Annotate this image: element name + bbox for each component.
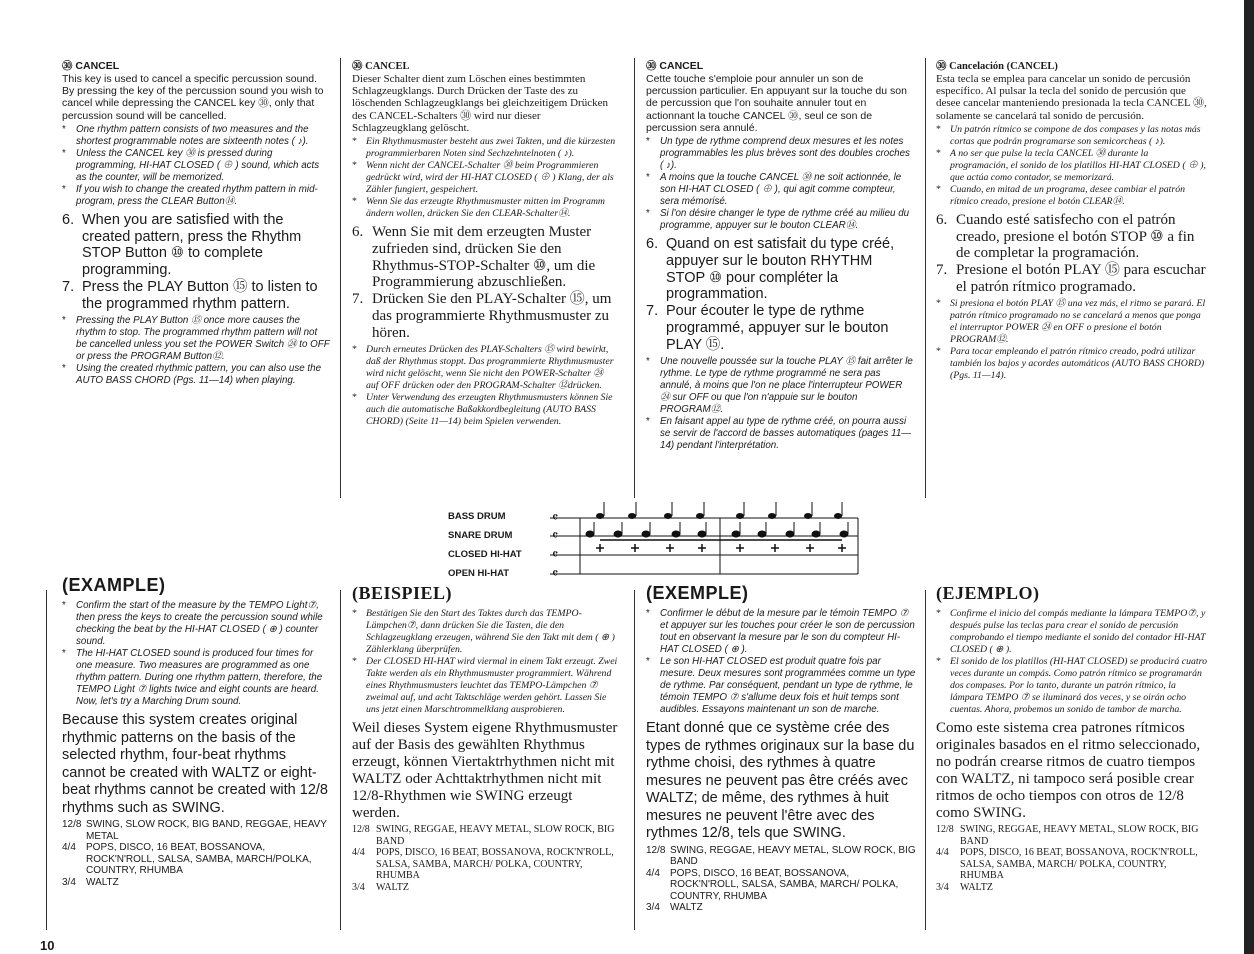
note-item: * Durch erneutes Drücken des PLAY-Schalters ⑮ wird bewirkt, daß der Rhythmus stoppt. Das programmierte Rhythmusmuster wird nicht gelöscht, wenn Sie nicht den POWER-Schalter ㉔ auf OFF drücken oder den PROGRAM-Schalter ⑫drücken. (352, 344, 618, 392)
rhythm-item (62, 819, 330, 842)
note-item: * Si presiona el botón PLAY ⑮ una vez más, el ritmo se parará. El patrón rítmico programado no se cancelará a menos que ponga el interruptor POWER ㉔ en OFF o presione el botón PROGRAM⑫. (936, 298, 1208, 346)
spanish-column (936, 58, 1208, 386)
example-body: Because this system creates original rhythmic patterns on the basis of the selected rhythm, four-beat rhythms cannot be created with WALTZ or eight-beat rhythms cannot be created with 12/8 rhythms such as SWING. (62, 712, 328, 816)
steps-list (62, 212, 330, 313)
note-item: * Une nouvelle poussée sur la touche PLAY ⑮ fait arrêter le rythme. Le type de rythme programmé ne sera pas annulé, à moins que l'on ne place l'interrupteur POWER ㉔ sur OFF ou que l'on n'appuie sur le bouton PROGRAM⑫. (646, 356, 914, 416)
french-column (646, 58, 914, 456)
example-body: Etant donné que ce système crée des types de rythmes originaux sur la base du rythme choisi, des rythmes à quatre mesures ne peuvent pas être créés avec WALTZ; de même, des rythmes à huit mesures ne peuvent l'être avec des rythmes 12/8, tels que SWING. (646, 720, 915, 841)
example-french (646, 583, 916, 914)
notes-list-2 (352, 344, 618, 428)
notes-list-2 (936, 298, 1208, 382)
steps-list (646, 236, 914, 354)
divider-2 (634, 58, 635, 498)
step-text: When you are satisfied with the created pattern, press the Rhythm STOP Button ⑩ to complete programming. (82, 211, 302, 279)
steps-list (936, 212, 1208, 296)
meter: 3/4 (352, 881, 365, 893)
meter: 4/4 (352, 847, 365, 858)
step-text: Presione el botón PLAY ⑮ para escuchar el patrón rítmico programado. (956, 262, 1206, 295)
step-item (62, 279, 330, 313)
example-heading: (EXEMPLE) (646, 583, 749, 603)
note-item: * Unter Verwendung des erzeugten Rhythmusmusters können Sie auch die automatische Baßakkordbegleitung (AUTO BASS CHORD) (Seite 11—14) beim Spielen verwenden. (352, 392, 618, 428)
divider-4 (340, 590, 341, 930)
step-number: 6. (646, 236, 659, 253)
example-notes (646, 608, 916, 716)
rhythm-item (936, 882, 1208, 894)
meter: 12/8 (352, 824, 370, 835)
divider-1 (340, 58, 341, 498)
notes-list (936, 124, 1208, 208)
cancel-text: Esta tecla se emplea para cancelar un sonido de percusión específico. Al pulsar la tecla del sonido de percusión que desee cancelar manteniendo presionada la tecla CANCEL ㉚, solamente se cancelará tal sonido de percusión. (936, 73, 1207, 122)
example-notes (352, 608, 620, 716)
page-number: 10 (40, 938, 55, 953)
step-item (352, 291, 618, 341)
step-text: Cuando esté satisfecho con el patrón creado, presione el botón STOP ⑩ a fin de completar la programación. (956, 211, 1195, 262)
note-item: * Un patrón rítmico se compone de dos compases y las notas más cortas que podrán programarse son semicorcheas ( ♪). (936, 124, 1208, 148)
note-item: * A no ser que pulse la tecla CANCEL ㉚ durante la programación, el sonido de los platillos HI-HAT CLOSED ( ⊕ ), que actúa como contador, se memorizará. (936, 148, 1208, 184)
rhythm-item (352, 847, 620, 882)
note-item: * Cuando, en mitad de un programa, desee cambiar el patrón rítmico creado, presione el botón CLEAR⑭. (936, 184, 1208, 208)
step-item (936, 262, 1208, 296)
rhythm-item (646, 845, 916, 868)
meter: 12/8 (62, 819, 82, 830)
note-item: * The HI-HAT CLOSED sound is produced four times for one measure. Two measures are programmed as one rhythm pattern. During one rhythm pattern, therefore, the TEMPO Light ⑦ lights twice and eight counts are heard. Now, let's try a Marching Drum sound. (62, 648, 330, 708)
step-text: Press the PLAY Button ⑮ to listen to the programmed rhythm pattern. (82, 279, 318, 312)
note-item: * A moins que la touche CANCEL ㉚ ne soit actionnée, le son HI-HAT CLOSED ( ⊕ ), qui agit comme compteur, sera mémorisé. (646, 172, 914, 208)
note-item: * En faisant appel au type de rythme créé, on pourra aussi se servir de l'accord de basses automatiques (pages 11—14) pendant l'interprétation. (646, 416, 914, 452)
rhythm-names: POPS, DISCO, 16 BEAT, BOSSANOVA, ROCK'N'ROLL, SALSA, SAMBA, MARCH/ POLKA, COUNTRY, RHUMBA (960, 847, 1198, 881)
cancel-heading: ㉚ CANCEL (352, 61, 410, 72)
step-text: Wenn Sie mit dem erzeugten Muster zufrieden sind, drücken Sie den Rhythmus-STOP-Schalter ⑩, um die Programmierung abzuschließen. (372, 224, 596, 291)
step-number: 6. (352, 224, 364, 241)
step-item (646, 303, 914, 353)
rhythm-list (62, 819, 330, 888)
rhythm-names: WALTZ (960, 881, 993, 893)
svg-text:𝄴: 𝄴 (552, 510, 559, 526)
rhythm-names: POPS, DISCO, 16 BEAT, BOSSANOVA, ROCK'N'ROLL, SALSA, SAMBA, MARCH/ POLKA, COUNTRY, RHUMBA (670, 867, 899, 902)
rhythm-list (936, 824, 1208, 893)
meter: 12/8 (936, 824, 954, 835)
label-open-hihat: OPEN HI-HAT (448, 568, 510, 579)
meter: 3/4 (62, 876, 76, 888)
german-column (352, 58, 618, 432)
cancel-heading: ㉚ Cancelación (CANCEL) (936, 61, 1058, 72)
note-item: * Confirme el inicio del compás mediante la lámpara TEMPO⑦, y después pulse las teclas para crear el sonido de percusión comprobando el tiempo mediante el sonido del contador HI-HAT CLOSED ( ⊕ ). (936, 608, 1208, 656)
note-item: * Confirmer le début de la mesure par le témoin TEMPO ⑦ et appuyer sur les touches pour créer le son de percussion tout en observant la mesure par le son du compteur HI-HAT CLOSED ( ⊕ ). (646, 608, 916, 656)
meter: 4/4 (62, 842, 76, 853)
step-number: 7. (936, 262, 948, 279)
note-item: * Confirm the start of the measure by the TEMPO Light⑦, then press the keys to create the percussion sound while checking the beat by the HI-HAT CLOSED ( ⊕ ) counter sound. (62, 600, 330, 648)
note-item: * Le son HI-HAT CLOSED est produit quatre fois par mesure. Deux mesures sont programmées comme un type de rythme. Par conséquent, pendant un type de rythme, le témoin TEMPO ⑦ s'allume deux fois et huit temps sont audibles. Essayons maintenant un son de marche. (646, 656, 916, 716)
example-english (62, 575, 330, 888)
rhythm-list (646, 845, 916, 914)
drum-notation (440, 500, 860, 582)
step-item (936, 212, 1208, 262)
page-edge (1244, 0, 1254, 954)
rhythm-names: POPS, DISCO, 16 BEAT, BOSSANOVA, ROCK'N'ROLL, SALSA, SAMBA, MARCH/ POLKA, COUNTRY, RHUMBA (376, 847, 614, 881)
rhythm-names: WALTZ (670, 902, 703, 913)
example-heading: (BEISPIEL) (352, 583, 453, 603)
example-body: Weil dieses System eigene Rhythmusmuster auf der Basis des gewählten Rhythmus erzeugt, können Viertaktrhythmen nicht mit WALTZ oder Achttaktrhythmen nicht mit 12/8-Rhythmen wie SWING erzeugt werden. (352, 720, 618, 821)
rhythm-names: SWING, REGGAE, HEAVY METAL, SLOW ROCK, BIG BAND (670, 844, 916, 867)
cancel-text: Dieser Schalter dient zum Löschen eines bestimmten Schlagzeugklangs. Durch Drücken der Taste des zu löschenden Schlagzeugklangs bei gleichzeitigem Drücken des CANCEL-Schalters ㉚ wird nur dieser Schlagzeugklang gelöscht. (352, 73, 608, 134)
notes-list (352, 136, 618, 220)
rhythm-item (62, 842, 330, 877)
notes-list-2 (62, 315, 330, 387)
example-german (352, 583, 620, 893)
rhythm-list (352, 824, 620, 893)
cancel-text: Cette touche s'emploie pour annuler un son de percussion particulier. En appuyant sur la touche du son de percussion que l'on souhaite annuler tout en actionnant la touche CANCEL ㉚, seul ce son de percussion sera annulé. (646, 73, 907, 134)
step-number: 7. (62, 279, 75, 295)
step-number: 6. (936, 211, 948, 228)
note-item: * Der CLOSED HI-HAT wird viermal in einem Takt erzeugt. Zwei Takte werden als ein Rhythmusmuster programmiert. Während eines Rhythmusmusters leuchtet das TEMPO-Lämpchen ⑦ zweimal auf, und acht Taktschläge werden gehört. Lassen Sie uns jetzt einen Marschtrommelklang ausprobieren. (352, 656, 620, 716)
label-snare-drum: SNARE DRUM (448, 530, 513, 541)
example-heading: (EXAMPLE) (62, 575, 166, 595)
rhythm-item (646, 868, 916, 903)
rhythm-item (936, 847, 1208, 882)
note-item: * El sonido de los platillos (HI-HAT CLOSED) se producirá cuatro veces durante un compás. Como patrón rítmico se programarán dos compases. Por lo tanto, durante un patrón rítmico, la lámpara TEMPO ⑦ se iluminará dos veces, y se oirán ocho cuentas. Ahora, probemos un sonido de tambor de marcha. (936, 656, 1208, 716)
note-item: * Ein Rhythmusmuster besteht aus zwei Takten, und die kürzesten programmierbaren Noten sind Sechzehntelnoten ( ♪). (352, 136, 618, 160)
rhythm-item (936, 824, 1208, 847)
example-spanish (936, 583, 1208, 893)
divider-5 (634, 590, 635, 930)
step-item (352, 224, 618, 291)
note-item: * Using the created rhythmic pattern, you can also use the AUTO BASS CHORD (Pgs. 11—14) when playing. (62, 363, 330, 387)
step-item (646, 236, 914, 303)
note-item: * Wenn Sie das erzeugte Rhythmusmuster mitten im Programm ändern wollen, drücken Sie den CLEAR-Schalter⑭. (352, 196, 618, 220)
note-item: * Pressing the PLAY Button ⑮ once more causes the rhythm to stop. The programmed rhythm pattern will not be cancelled unless you set the POWER Switch ㉔ to OFF or press the PROGRAM Button⑫. (62, 315, 330, 363)
rhythm-names: WALTZ (376, 881, 409, 893)
note-item: * Wenn nicht der CANCEL-Schalter ㉚ beim Programmieren gedrückt wird, wird der HI-HAT CLOSED ( ⊕ ) Klang, der als Zähler fungiert, gespeichert. (352, 160, 618, 196)
example-heading: (EJEMPLO) (936, 583, 1040, 603)
note-item: * One rhythm pattern consists of two measures and the shortest programmable notes are sixteenth notes ( ♪). (62, 124, 330, 148)
step-text: Pour écouter le type de rythme programmé, appuyer sur le bouton PLAY ⑮. (666, 303, 889, 353)
steps-list (352, 224, 618, 342)
english-column (62, 58, 330, 391)
note-item: * Para tocar empleando el patrón rítmico creado, podrá utilizar también los bajos y acordes automáticos (AUTO BASS CHORD) (Pgs. 11—14). (936, 346, 1208, 382)
rhythm-names: SWING, SLOW ROCK, BIG BAND, REGGAE, HEAVY METAL (86, 819, 327, 842)
step-text: Quand on est satisfait du type créé, appuyer sur le bouton RHYTHM STOP ⑩ pour compléter la programmation. (666, 236, 895, 303)
cancel-heading: ㉚ CANCEL (62, 60, 120, 72)
note-item: * Un type de rythme comprend deux mesures et les notes programmables les plus brèves sont des doubles croches ( ♪). (646, 136, 914, 172)
meter: 12/8 (646, 844, 666, 856)
rhythm-item (352, 824, 620, 847)
label-closed-hihat: CLOSED HI-HAT (448, 549, 522, 560)
example-notes (62, 600, 330, 708)
divider-3 (925, 58, 926, 498)
rhythm-names: POPS, DISCO, 16 BEAT, BOSSANOVA, ROCK'N'ROLL, SALSA, SAMBA, MARCH/POLKA, COUNTRY, RHUMBA (86, 842, 312, 876)
note-item: * Si l'on désire changer le type de rythme créé au milieu du programme, appuyer sur le bouton CLEAR⑭. (646, 208, 914, 232)
rhythm-item (646, 902, 916, 914)
cancel-heading: ㉚ CANCEL (646, 60, 704, 72)
meter: 4/4 (936, 847, 949, 858)
label-bass-drum: BASS DRUM (448, 511, 506, 522)
meter: 4/4 (646, 867, 660, 879)
example-body: Como este sistema crea patrones rítmicos originales basados en el ritmo seleccionado, no podrán crearse ritmos de cuatro tiempos con WALTZ, ni tampoco será posible crear ritmos de ocho tiempos con otros de 12/8 como SWING. (936, 720, 1201, 821)
notes-list-2 (646, 356, 914, 452)
divider-6 (925, 590, 926, 930)
rhythm-names: WALTZ (86, 876, 119, 888)
step-item (62, 212, 330, 279)
cancel-text: This key is used to cancel a specific percussion sound. By pressing the key of the percussion sound you wish to cancel while depressing the CANCEL key ㉚, only that percussion sound will be cancelled. (62, 73, 324, 122)
example-notes (936, 608, 1208, 716)
note-item: * If you wish to change the created rhythm pattern in mid-program, press the CLEAR Button⑭. (62, 184, 330, 208)
notes-list (62, 124, 330, 208)
meter: 3/4 (646, 902, 660, 913)
note-item: * Unless the CANCEL key ㉚ is pressed during programming, HI-HAT CLOSED ( ⊕ ) sound, which acts as the counter, will be memorized. (62, 148, 330, 184)
svg-text:𝄴: 𝄴 (552, 528, 559, 544)
step-text: Drücken Sie den PLAY-Schalter ⑮, um das programmierte Rhythmusmuster zu hören. (372, 291, 612, 341)
notes-list (646, 136, 914, 232)
svg-text:𝄴: 𝄴 (552, 547, 559, 563)
rhythm-names: SWING, REGGAE, HEAVY METAL, SLOW ROCK, BIG BAND (960, 824, 1199, 847)
rhythm-names: SWING, REGGAE, HEAVY METAL, SLOW ROCK, BIG BAND (376, 824, 615, 847)
svg-text:𝄴: 𝄴 (552, 566, 559, 582)
step-number: 7. (646, 303, 659, 320)
divider-left (46, 590, 47, 930)
step-number: 6. (62, 211, 75, 228)
step-number: 7. (352, 291, 364, 308)
rhythm-item (62, 877, 330, 889)
rhythm-item (352, 882, 620, 894)
note-item: * Bestätigen Sie den Start des Taktes durch das TEMPO-Lämpchen⑦, dann drücken Sie die Tasten, die den Schlagzeugklang erzeugen, während Sie den Takt mit dem ( ⊕ ) Zählerklang überprüfen. (352, 608, 620, 656)
meter: 3/4 (936, 881, 949, 893)
